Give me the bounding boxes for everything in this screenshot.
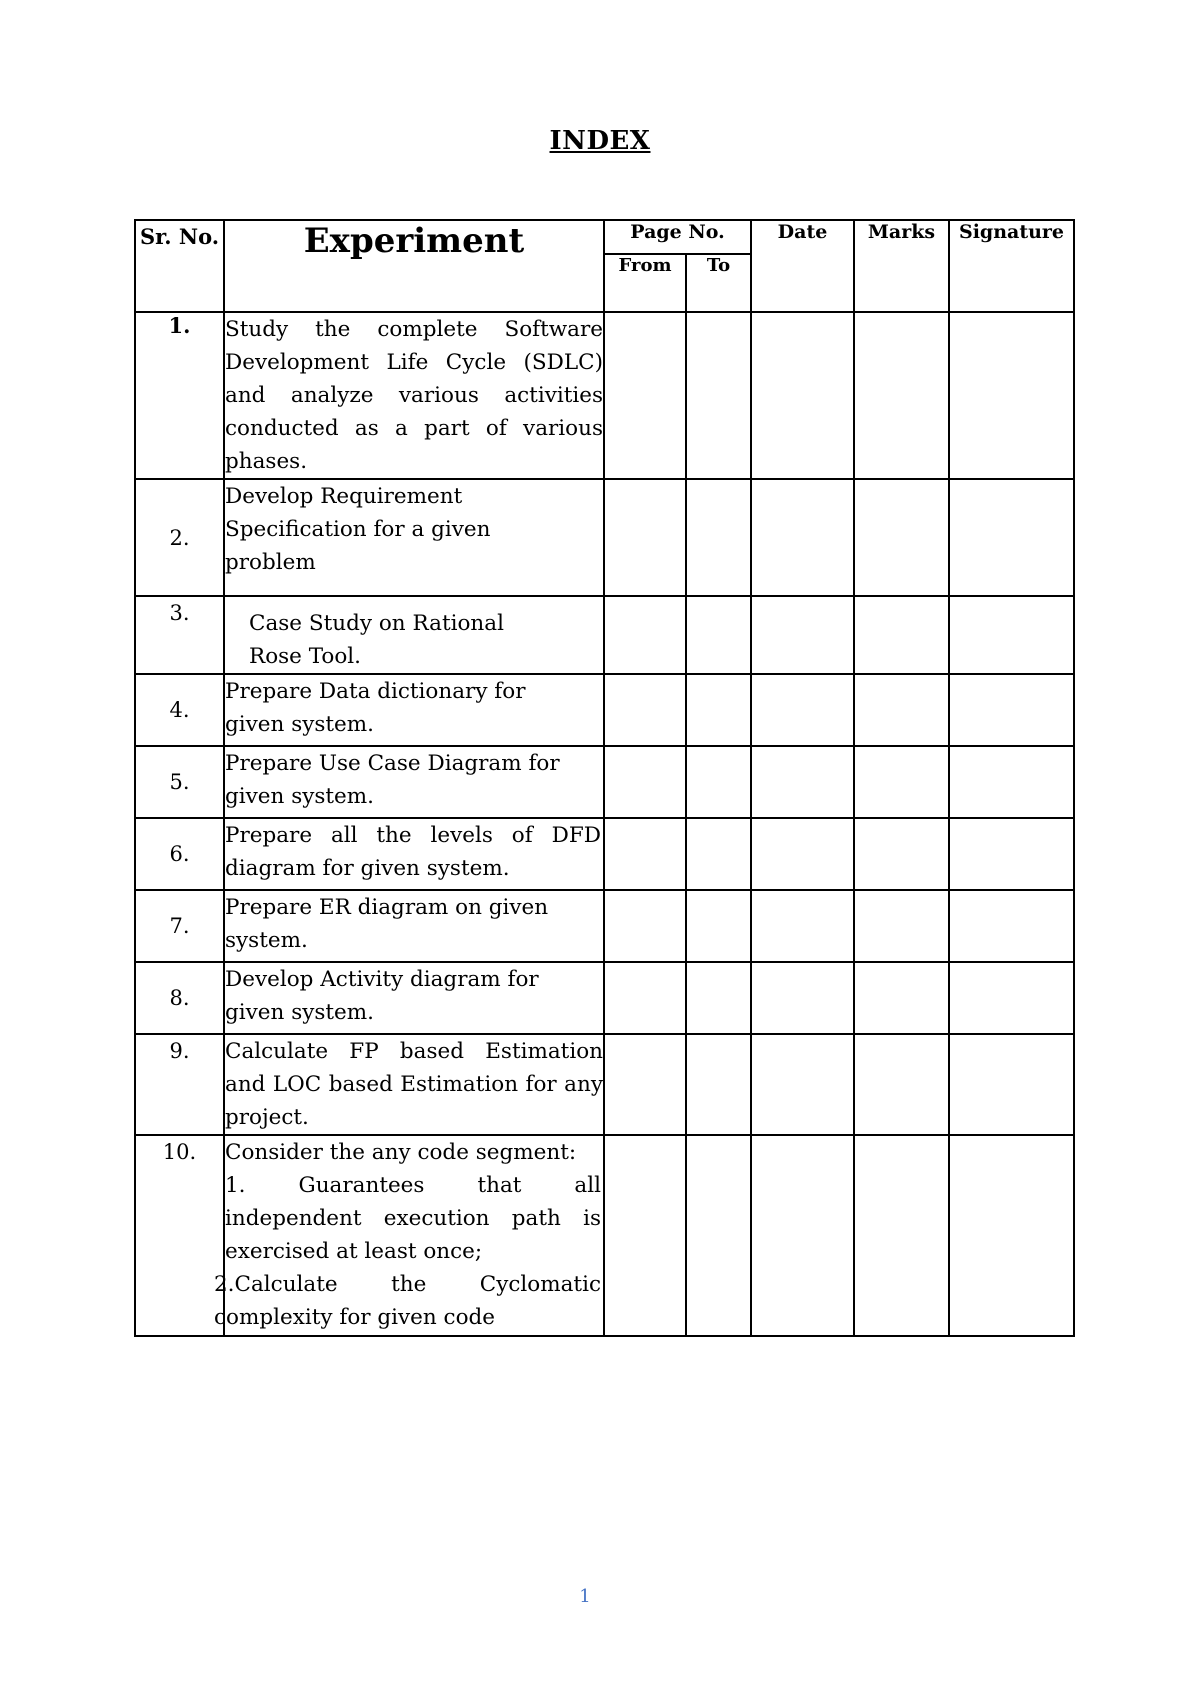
from-cell (604, 818, 686, 890)
row-sr-no: 3. (135, 596, 224, 674)
signature-cell (949, 962, 1074, 1034)
row-sr-no: 1. (135, 312, 224, 479)
signature-cell (949, 890, 1074, 962)
header-from: From (604, 254, 686, 312)
signature-cell (949, 596, 1074, 674)
from-cell (604, 890, 686, 962)
header-experiment: Experiment (224, 220, 604, 312)
to-cell (686, 746, 751, 818)
table-row (135, 1034, 1074, 1135)
marks-cell (854, 1034, 949, 1135)
to-cell (686, 312, 751, 479)
row-sr-no: 10. (135, 1135, 224, 1336)
date-cell (751, 596, 854, 674)
header-to: To (686, 254, 751, 312)
to-cell (686, 1135, 751, 1336)
from-cell (604, 596, 686, 674)
page-number: 1 (579, 1586, 591, 1607)
header-marks: Marks (854, 220, 949, 312)
to-cell (686, 962, 751, 1034)
signature-cell (949, 1034, 1074, 1135)
marks-cell (854, 962, 949, 1034)
marks-cell (854, 596, 949, 674)
row-experiment: Prepare Use Case Diagram for given system. (224, 746, 604, 818)
to-cell (686, 596, 751, 674)
row-experiment-text: Case Study on Rational Rose Tool. (249, 611, 504, 669)
date-cell (751, 674, 854, 746)
row-experiment (224, 1034, 604, 1135)
index-table (134, 219, 1075, 1337)
row-sr-no: 9. (135, 1034, 224, 1135)
row-experiment: Develop Requirement Specification for a given problem (224, 479, 604, 596)
table-row (135, 479, 1074, 596)
page-title: INDEX (549, 126, 651, 156)
signature-cell (949, 818, 1074, 890)
row-experiment (224, 818, 604, 890)
date-cell (751, 1135, 854, 1336)
row-experiment-text: Study the complete Software Development Life Cycle (SDLC) and analyze various activities conducted as a part of various phases. (225, 317, 603, 474)
header-date: Date (751, 220, 854, 312)
row-experiment (224, 312, 604, 479)
table-row (135, 890, 1074, 962)
header-sr-no: Sr. No. (135, 220, 224, 312)
to-cell (686, 818, 751, 890)
header-page-no: Page No. (604, 220, 751, 254)
marks-cell (854, 312, 949, 479)
marks-cell (854, 746, 949, 818)
marks-cell (854, 818, 949, 890)
table-row (135, 674, 1074, 746)
row-sr-no: 4. (135, 674, 224, 746)
date-cell (751, 1034, 854, 1135)
table-row (135, 596, 1074, 674)
to-cell (686, 479, 751, 596)
date-cell (751, 962, 854, 1034)
marks-cell (854, 1135, 949, 1336)
signature-cell (949, 674, 1074, 746)
signature-cell (949, 479, 1074, 596)
to-cell (686, 674, 751, 746)
marks-cell (854, 890, 949, 962)
table-row (135, 746, 1074, 818)
row-experiment-text: Prepare all the levels of DFD diagram for given system. (225, 823, 601, 881)
signature-cell (949, 1135, 1074, 1336)
from-cell (604, 1034, 686, 1135)
from-cell (604, 674, 686, 746)
row-sr-no: 2. (135, 479, 224, 596)
from-cell (604, 962, 686, 1034)
from-cell (604, 1135, 686, 1336)
from-cell (604, 746, 686, 818)
signature-cell (949, 746, 1074, 818)
table-row (135, 312, 1074, 479)
row-experiment (224, 596, 604, 674)
header-signature: Signature (949, 220, 1074, 312)
signature-cell (949, 312, 1074, 479)
row-experiment-line: 2.Calculate the Cyclomatic complexity for given code (214, 1272, 601, 1330)
date-cell (751, 746, 854, 818)
row-sr-no: 7. (135, 890, 224, 962)
row-experiment (214, 1135, 604, 1336)
row-experiment-text: Calculate FP based Estimation and LOC based Estimation for any project. (225, 1039, 603, 1130)
to-cell (686, 890, 751, 962)
row-sr-no: 6. (135, 818, 224, 890)
table-row (135, 962, 1074, 1034)
date-cell (751, 312, 854, 479)
table-row (135, 1135, 1074, 1336)
from-cell (604, 479, 686, 596)
to-cell (686, 1034, 751, 1135)
row-experiment-line: 1. Guarantees that all independent execution path is exercised at least once; (225, 1173, 601, 1264)
row-sr-no: 8. (135, 962, 224, 1034)
from-cell (604, 312, 686, 479)
row-experiment: Prepare ER diagram on given system. (224, 890, 604, 962)
marks-cell (854, 674, 949, 746)
date-cell (751, 890, 854, 962)
row-experiment: Develop Activity diagram for given system. (224, 962, 604, 1034)
row-experiment-line: Consider the any code segment: (225, 1140, 577, 1165)
date-cell (751, 818, 854, 890)
row-experiment: Prepare Data dictionary for given system. (224, 674, 604, 746)
date-cell (751, 479, 854, 596)
marks-cell (854, 479, 949, 596)
row-sr-no: 5. (135, 746, 224, 818)
table-row (135, 818, 1074, 890)
